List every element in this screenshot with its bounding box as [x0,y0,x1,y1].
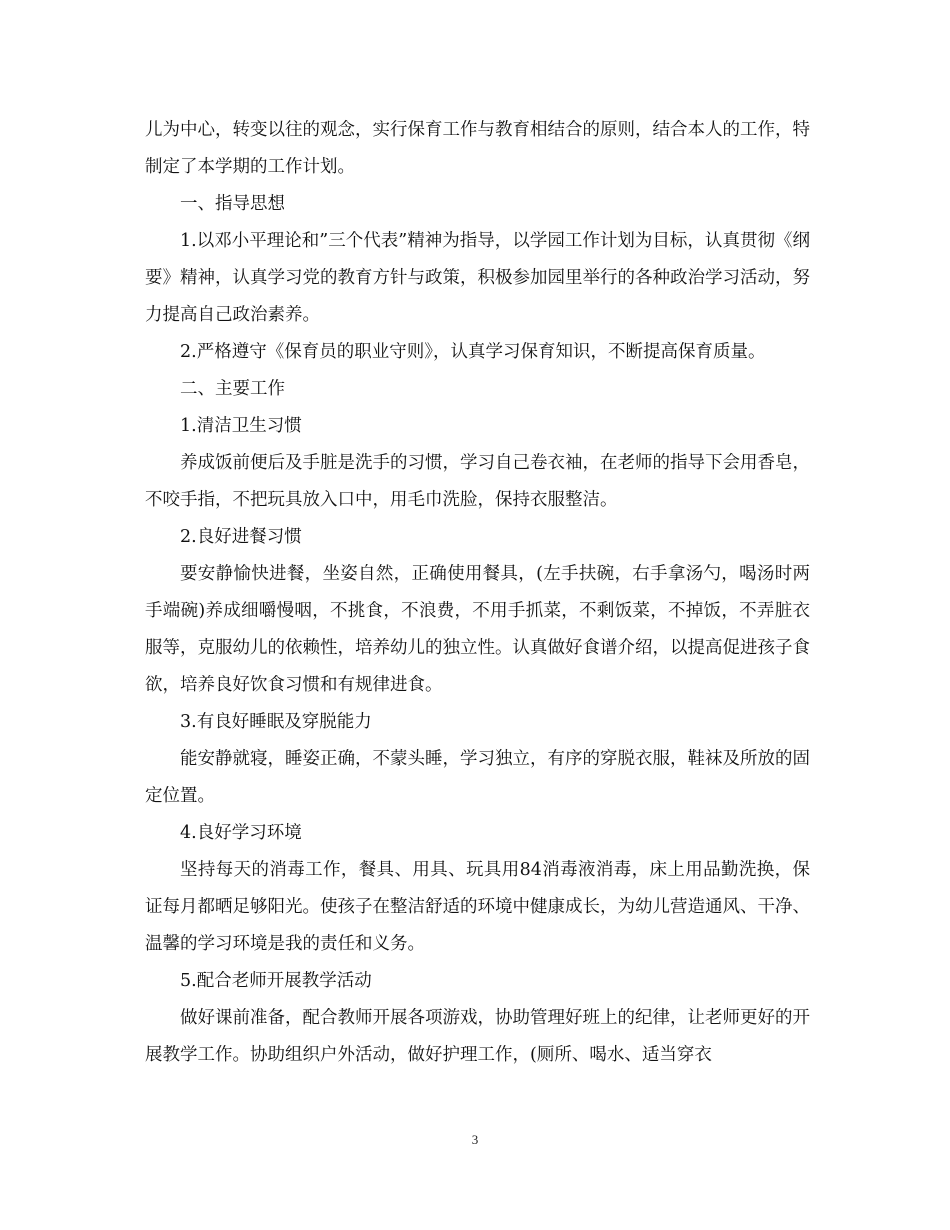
paragraph-0: 儿为中心，转变以往的观念，实行保育工作与教育相结合的原则，结合本人的工作，特制定了本学期的工作计划。 [145,120,810,177]
subheading-teaching-support: 5.配合老师开展教学活动 [180,971,372,991]
subheading-eating-habits: 2.良好进餐习惯 [180,527,302,547]
subheading-learning-environment: 4.良好学习环境 [180,823,302,843]
section-heading-guiding-ideology: 一、指导思想 [180,194,285,214]
document-body [145,112,810,1074]
paragraph-6: 养成饭前便后及手脏是洗手的习惯，学习自己卷衣袖，在老师的指导下会用香皂，不咬手指，不把玩具放入口中，用毛巾洗脸，保持衣服整洁。 [145,453,810,510]
paragraph-12: 坚持每天的消毒工作，餐具、用具、玩具用84消毒液消毒，床上用品勤洗换，保证每月都晒足够阳光。使孩子在整洁舒适的环境中健康成长，为幼儿营造通风、干净、温馨的学习环境是我的责任和义务。 [145,860,810,954]
paragraph-2: 1.以邓小平理论和”三个代表”精神为指导，以学园工作计划为目标，认真贯彻《纲要》精神，认真学习党的教育方针与政策，积极参加园里举行的各种政治学习活动，努力提高自己政治素养。 [145,231,810,325]
section-heading-main-work: 二、主要工作 [180,379,285,399]
subheading-hygiene-habits: 1.清洁卫生习惯 [180,416,302,436]
paragraph-10: 能安静就寝，睡姿正确，不蒙头睡，学习独立，有序的穿脱衣服，鞋袜及所放的固定位置。 [145,749,810,806]
subheading-sleep-dressing: 3.有良好睡眠及穿脱能力 [180,712,372,732]
paragraph-8: 要安静愉快进餐，坐姿自然，正确使用餐具，(左手扶碗，右手拿汤勺，喝汤时两手端碗)养成细嚼慢咽，不挑食，不浪费，不用手抓菜，不剩饭菜，不掉饭，不弄脏衣服等，克服幼儿的依赖性，培养幼儿的独立性。认真做好食谱介绍，以提高促进孩子食欲，培养良好饮食习惯和有规律进食。 [145,564,810,695]
paragraph-14: 做好课前准备，配合教师开展各项游戏，协助管理好班上的纪律，让老师更好的开展教学工作。协助组织户外活动，做好护理工作，(厕所、喝水、适当穿衣 [145,1008,810,1065]
paragraph-3: 2.严格遵守《保育员的职业守则》，认真学习保育知识，不断提高保育质量。 [180,342,766,362]
page-number: 3 [471,1132,479,1147]
